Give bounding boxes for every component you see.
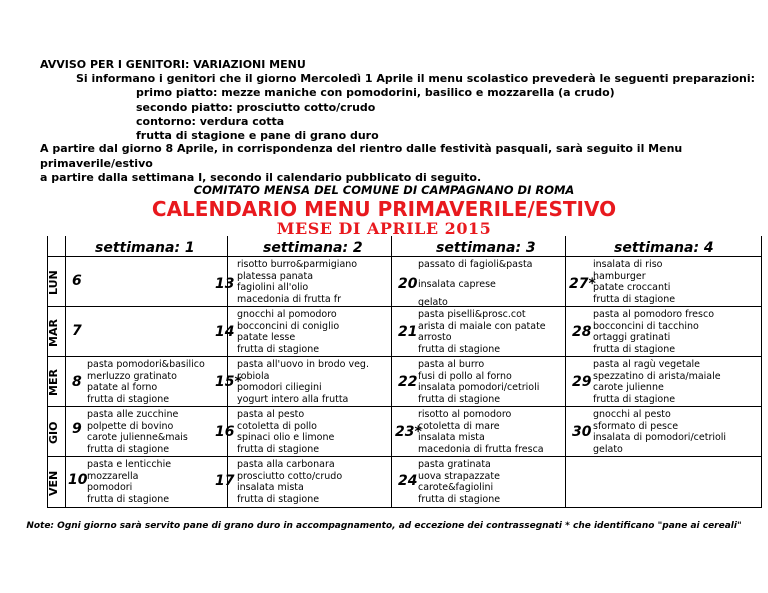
dish: merluzzo gratinato [87, 370, 177, 382]
dish: hamburger [593, 270, 646, 282]
menu-cell [418, 297, 448, 309]
footnote: Note: Ogni giorno sarà servito pane di grano duro in accompagnamento, ad eccezione dei contrassegnati * che identificano "pane ai cereali" [26, 521, 742, 531]
grid-line [47, 306, 761, 307]
paragraph-line: A partire dal giorno 8 Aprile, in corrispondenza del rientro dalle festività pasquali, sarà seguito il Menu primaverile/estivo [40, 142, 683, 170]
day-number: 20 [398, 276, 418, 292]
grid-line [47, 356, 761, 357]
week-header-3: settimana: 3 [436, 240, 536, 256]
menu-cell [237, 459, 342, 505]
dish: macedonia di frutta fresca [418, 443, 544, 455]
day-number: 14 [215, 324, 235, 340]
notice-line: primo piatto: mezze maniche con pomodorini, basilico e mozzarella (a crudo) [136, 86, 615, 100]
grid-line [391, 236, 392, 508]
dish: frutta di stagione [237, 493, 320, 505]
dish: patate croccanti [593, 282, 671, 294]
grid-line [47, 256, 761, 257]
dish: frutta di stagione [237, 443, 320, 455]
dish: insalata caprese [418, 279, 496, 290]
dish: carote julienne [593, 382, 664, 394]
dish: frutta di stagione [418, 343, 501, 355]
dish: risotto burro&parmigiano [237, 259, 358, 270]
notice-line: contorno: verdura cotta [136, 114, 285, 128]
dish: bocconcini di coniglio [237, 320, 340, 332]
day-label-mar: MAR [47, 319, 60, 347]
dish: insalata di riso [593, 259, 663, 270]
dish: pasta all'uovo in brodo veg. [237, 359, 369, 370]
dish: pasta e lenticchie [87, 459, 172, 470]
day-number: 28 [572, 324, 592, 340]
notice-block [40, 58, 755, 143]
dish: cotoletta di pollo [237, 420, 317, 432]
grid-line [761, 236, 762, 508]
dish: pasta al pomodoro fresco [593, 309, 714, 320]
menu-cell [237, 359, 369, 405]
day-label-gio: GIO [47, 421, 60, 445]
day-number: 16 [215, 424, 235, 440]
dish: pasta gratinata [418, 459, 491, 470]
dish: frutta di stagione [418, 393, 501, 405]
day-number: 15* [215, 374, 242, 390]
dish: spinaci olio e limone [237, 432, 335, 444]
dish: frutta di stagione [593, 393, 676, 405]
grid-line [65, 236, 66, 508]
menu-grid [47, 256, 761, 508]
dish: platessa panata [237, 270, 314, 282]
dish: insalata pomodori/cetrioli [418, 382, 540, 394]
menu-cell [418, 259, 533, 271]
dish: arista di maiale con patate [418, 320, 546, 332]
day-number: 10 [68, 472, 88, 488]
month-title: MESE DI APRILE 2015 [276, 219, 492, 238]
dish: frutta di stagione [87, 493, 170, 505]
menu-cell [87, 459, 171, 505]
dish: frutta di stagione [418, 493, 501, 505]
day-number: 22 [398, 374, 418, 390]
day-number: 29 [572, 374, 592, 390]
dish: insalata mista [418, 432, 485, 444]
week-header-4: settimana: 4 [614, 240, 714, 256]
dish: risotto al pomodoro [418, 409, 512, 420]
dish: mozzarella [87, 470, 139, 482]
day-number: 8 [72, 374, 82, 390]
menu-cell [418, 409, 544, 455]
intro-paragraph [40, 142, 760, 186]
dish: passato di fagioli&pasta [418, 259, 533, 270]
menu-cell [593, 359, 721, 405]
menu-cell [418, 359, 539, 405]
dish: cotoletta di mare [418, 420, 500, 432]
day-number: 23* [395, 424, 422, 440]
day-number: 21 [398, 324, 418, 340]
menu-cell [237, 259, 357, 305]
notice-line: secondo piatto: prosciutto cotto/crudo [136, 100, 376, 114]
menu-cell [418, 279, 496, 291]
dish: uova strapazzate [418, 470, 500, 482]
dish: fagiolini all'olio [237, 282, 309, 294]
dish: pomodori ciliegini [237, 382, 322, 394]
calendar-title: CALENDARIO MENU PRIMAVERILE/ESTIVO [151, 197, 617, 221]
dish: pasta al pesto [237, 409, 305, 420]
day-number: 24 [398, 473, 418, 489]
dish: frutta di stagione [87, 443, 170, 455]
notice-heading: AVVISO PER I GENITORI: VARIAZIONI MENU [40, 58, 306, 71]
dish: insalata mista [237, 482, 304, 494]
dish: pomodori [87, 482, 133, 494]
dish: sformato di pesce [593, 420, 679, 432]
dish: pasta pomodori&basilico [87, 359, 205, 370]
notice-line: frutta di stagione e pane di grano duro [136, 129, 379, 143]
day-number: 9 [72, 421, 82, 437]
dish: frutta di stagione [593, 343, 676, 355]
day-number: 6 [72, 273, 82, 289]
dish: prosciutto cotto/crudo [237, 470, 343, 482]
paragraph-line: a partire dalla settimana I, secondo il calendario pubblicato di seguito. [40, 171, 482, 184]
dish: bocconcini di tacchino [593, 320, 699, 332]
dish: carote&fagiolini [418, 482, 494, 494]
dish: ortaggi gratinati [593, 332, 671, 344]
menu-cell [593, 409, 726, 455]
dish: gnocchi al pesto [593, 409, 671, 420]
grid-line [47, 456, 761, 457]
dish: patate al forno [87, 382, 158, 394]
dish: fusi di pollo al forno [418, 370, 512, 382]
day-label-mer: MER [47, 369, 60, 397]
day-number: 27* [569, 276, 596, 292]
dish: pasta piselli&prosc.cot [418, 309, 526, 320]
menu-cell [418, 459, 500, 505]
menu-cell [593, 259, 675, 305]
grid-line [565, 236, 566, 508]
menu-cell [418, 309, 546, 355]
day-number: 17 [215, 473, 235, 489]
dish: gnocchi al pomodoro [237, 309, 337, 320]
day-number: 30 [572, 424, 592, 440]
dish: gelato [418, 297, 448, 308]
dish: gelato [593, 443, 623, 455]
committee-heading: COMITATO MENSA DEL COMUNE DI CAMPAGNANO DI ROMA [193, 183, 575, 197]
dish: frutta di stagione [593, 293, 676, 305]
day-label-ven: VEN [47, 470, 60, 496]
dish: frutta di stagione [237, 343, 320, 355]
menu-cell [87, 409, 188, 455]
menu-cell [237, 309, 339, 355]
dish: macedonia di frutta fr [237, 293, 341, 305]
notice-line: Si informano i genitori che il giorno Mercoledì 1 Aprile il menu scolastico prevederà le seguenti preparazioni: [76, 72, 756, 86]
grid-line [47, 406, 761, 407]
dish: carote julienne&mais [87, 432, 188, 444]
day-label-lun: LUN [47, 270, 60, 296]
day-number: 13 [215, 276, 235, 292]
grid-line [47, 507, 761, 508]
dish: pasta alla carbonara [237, 459, 335, 470]
dish: pasta alle zucchine [87, 409, 179, 420]
dish: polpette di bovino [87, 420, 174, 432]
dish: insalata di pomodori/cetrioli [593, 432, 727, 444]
dish: pasta al burro [418, 359, 485, 370]
week-header-2: settimana: 2 [263, 240, 363, 256]
menu-cell [593, 309, 714, 355]
dish: patate lesse [237, 332, 296, 344]
menu-cell [87, 359, 205, 405]
menu-cell [237, 409, 334, 455]
week-header-1: settimana: 1 [95, 240, 195, 256]
dish: arrosto [418, 332, 452, 344]
dish: robiola [237, 370, 270, 382]
day-number: 7 [72, 323, 82, 339]
dish: frutta di stagione [87, 393, 170, 405]
dish: yogurt intero alla frutta [237, 393, 349, 405]
dish: spezzatino di arista/maiale [593, 370, 721, 382]
dish: pasta al ragù vegetale [593, 359, 701, 370]
